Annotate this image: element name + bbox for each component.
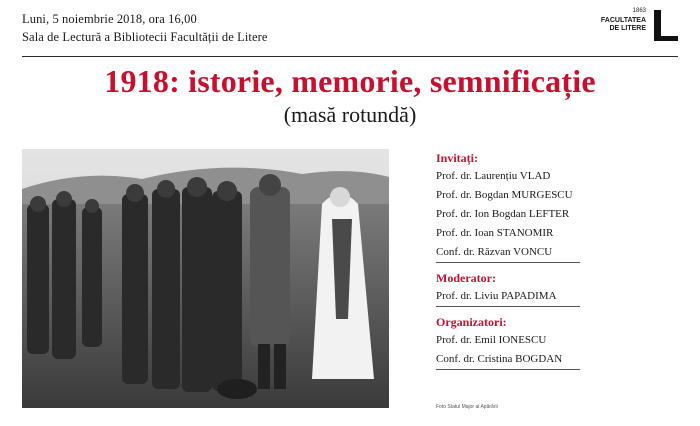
organizer-item: Prof. dr. Emil IONESCU xyxy=(436,334,547,346)
moderator-item: Prof. dr. Liviu PAPADIMA xyxy=(436,287,580,307)
guest-item: Prof. dr. Laurențiu VLAD xyxy=(436,170,551,182)
logo-year: 1863 xyxy=(632,8,646,14)
logo-l-mark-icon xyxy=(650,10,680,42)
logo-name-line2: DE LITERE xyxy=(609,25,646,32)
guest-item: Prof. dr. Ion Bogdan LEFTER xyxy=(436,208,570,220)
faculty-logo xyxy=(596,8,680,42)
guest-item: Prof. dr. Bogdan MURGESCU xyxy=(436,189,573,201)
event-date: Luni, 5 noiembrie 2018, ora 16,00 xyxy=(22,12,197,26)
participants-panel xyxy=(436,149,580,370)
organizers-heading: Organizatori: xyxy=(436,315,507,329)
historical-photo xyxy=(22,149,389,408)
header-divider xyxy=(22,56,678,57)
logo-name xyxy=(601,17,646,33)
page-title: 1918: istorie, memorie, semnificație xyxy=(104,63,596,99)
guest-item: Prof. dr. Ioan STANOMIR xyxy=(436,227,554,239)
event-venue: Sala de Lectură a Bibliotecii Facultății de Litere xyxy=(22,30,268,44)
guests-heading: Invitați: xyxy=(436,151,478,165)
organizer-item: Conf. dr. Cristina BOGDAN xyxy=(436,350,580,370)
moderator-heading: Moderator: xyxy=(436,271,496,285)
page-subtitle: (masă rotundă) xyxy=(283,102,417,127)
photo-caption: Foto Statul Major al Apărării xyxy=(436,404,498,410)
logo-name-line1: FACULTATEA xyxy=(600,17,646,24)
guest-item: Conf. dr. Răzvan VONCU xyxy=(436,243,580,263)
